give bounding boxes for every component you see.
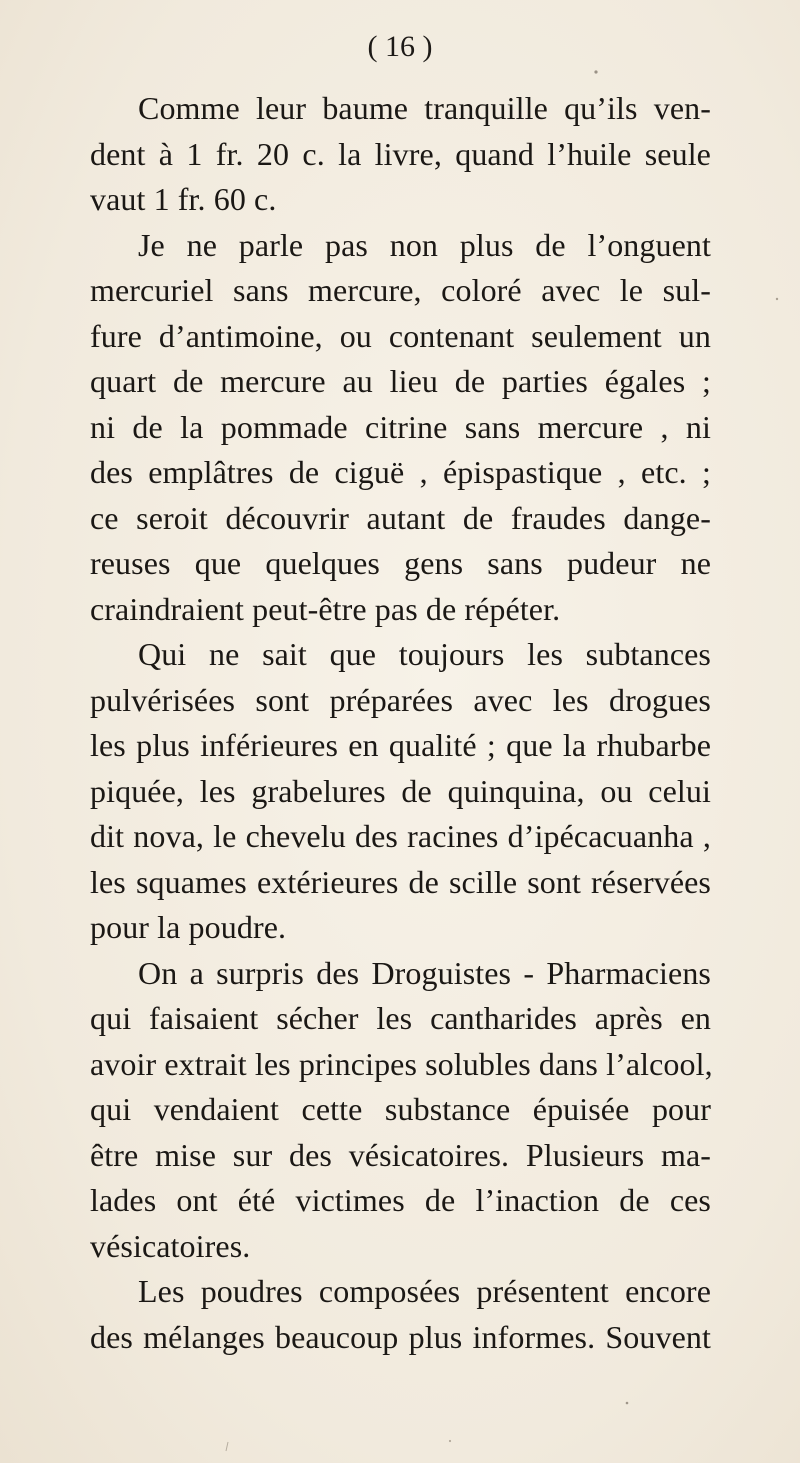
text-line: Les poudres composées présentent encore bbox=[138, 1273, 711, 1309]
text-line: Qui ne sait que toujours les subtances bbox=[138, 636, 711, 672]
text-line: craindraient peut-être pas de répéter. bbox=[90, 591, 561, 627]
text-line: les squames extérieures de scille sont réservées bbox=[90, 864, 711, 900]
text-line: pour la poudre. bbox=[90, 909, 287, 945]
text-line: quart de mercure au lieu de parties égales ; bbox=[90, 363, 711, 399]
text-line: qui vendaient cette substance épuisée pour bbox=[90, 1091, 711, 1127]
text-line: On a surpris des Droguistes - Pharmaciens bbox=[138, 955, 711, 991]
text-line: qui faisaient sécher les cantharides après en bbox=[90, 1000, 711, 1036]
text-line: Je ne parle pas non plus de l’onguent bbox=[138, 227, 711, 263]
text-line: lades ont été victimes de l’inaction de ces bbox=[90, 1182, 711, 1218]
text-line: vésicatoires. bbox=[90, 1228, 251, 1264]
text-line: pulvérisées sont préparées avec les drogues bbox=[90, 682, 711, 718]
text-line: des emplâtres de ciguë , épispastique , etc. ; bbox=[90, 454, 711, 490]
text-line: des mélanges beaucoup plus informes. Souvent bbox=[90, 1319, 711, 1355]
text-line: dent à 1 fr. 20 c. la livre, quand l’huile seule bbox=[90, 136, 711, 172]
page-number: ( 16 ) bbox=[367, 30, 433, 63]
text-line: les plus inférieures en qualité ; que la rhubarbe bbox=[90, 727, 711, 763]
text-line: être mise sur des vésicatoires. Plusieurs ma- bbox=[90, 1137, 711, 1173]
text-line: vaut 1 fr. 60 c. bbox=[90, 181, 277, 217]
text-line: dit nova, le chevelu des racines d’ipécacuanha , bbox=[90, 818, 711, 854]
text-line: piquée, les grabelures de quinquina, ou celui bbox=[90, 773, 711, 809]
text-line: reuses que quelques gens sans pudeur ne bbox=[90, 545, 711, 581]
text-line: ce seroit découvrir autant de fraudes dange- bbox=[90, 500, 711, 536]
text-line: mercuriel sans mercure, coloré avec le sul- bbox=[90, 272, 711, 308]
text-line: avoir extrait les principes solubles dans l’alcool, bbox=[90, 1046, 713, 1082]
text-line: fure d’antimoine, ou contenant seulement un bbox=[90, 318, 711, 354]
text-line: Comme leur baume tranquille qu’ils ven- bbox=[138, 90, 711, 126]
text-line: ni de la pommade citrine sans mercure , ni bbox=[90, 409, 711, 445]
